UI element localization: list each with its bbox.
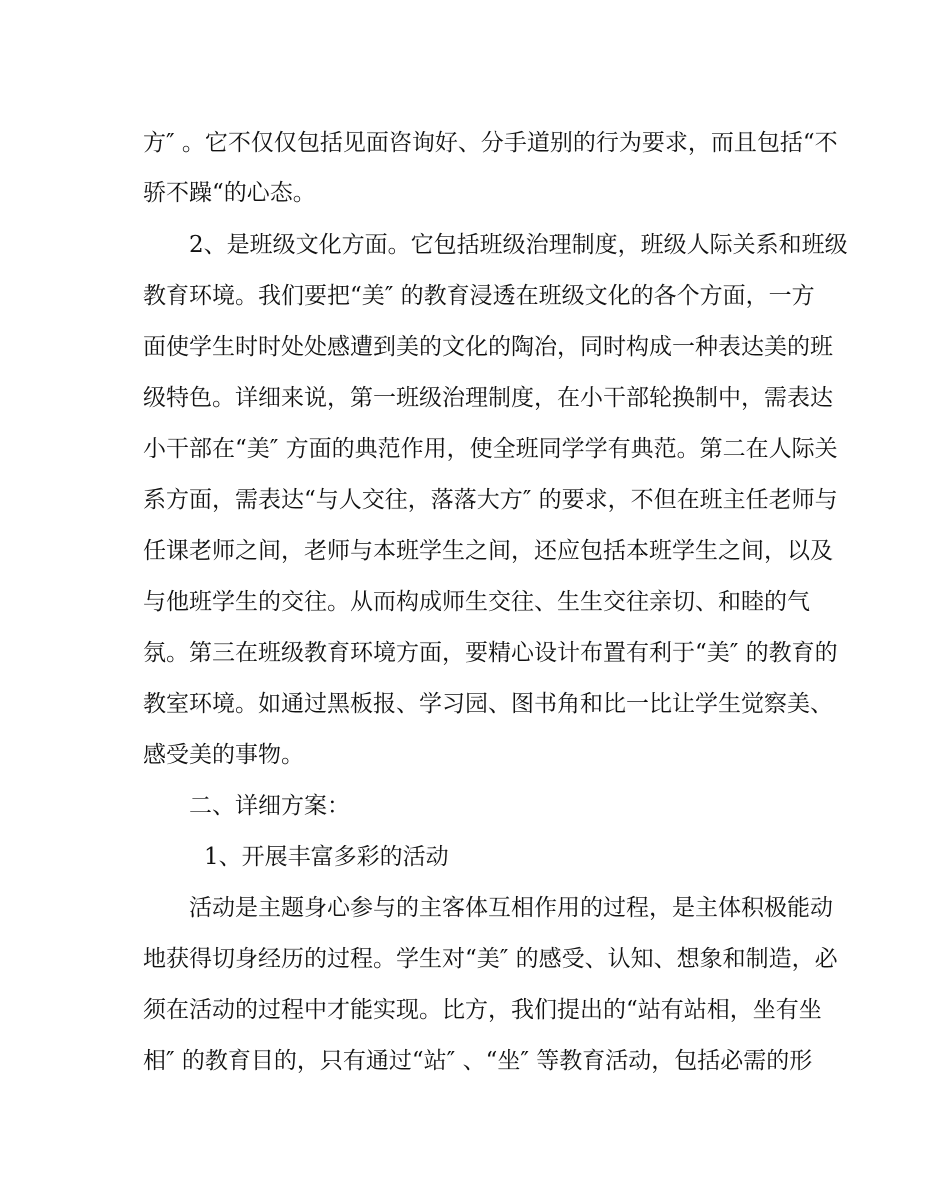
text-line: 任课老师之间，老师与本班学生之间，还应包括本班学生之间，以及: [143, 538, 833, 564]
text-line: 感受美的事物。: [143, 742, 304, 768]
text-line: 地获得切身经历的过程。学生对“美″ 的感受、认知、想象和制造，必: [143, 946, 838, 972]
text-line: 教育环境。我们要把“美″ 的教育浸透在班级文化的各个方面，一方: [143, 283, 815, 309]
text-line: 方″ 。它不仅仅包括见面咨询好、分手道别的行为要求，而且包括“不: [143, 130, 838, 156]
text-line: 系方面，需表达“与人交往，落落大方″ 的要求，不但在班主任老师与: [143, 487, 838, 513]
text-line: 须在活动的过程中才能实现。比方，我们提出的“站有站相，坐有坐: [143, 997, 822, 1023]
text-line: 级特色。详细来说，第一班级治理制度，在小干部轮换制中，需表达: [143, 385, 833, 411]
text-line: 教室环境。如通过黑板报、学习园、图书角和比一比让学生觉察美、: [143, 691, 833, 717]
text-line: 2、是班级文化方面。它包括班级治理制度，班级人际关系和班级: [189, 232, 848, 258]
text-line: 小干部在“美″ 方面的典范作用，使全班同学学有典范。第二在人际关: [143, 436, 838, 462]
section-heading: 二、详细方案：: [189, 793, 350, 819]
text-line: 与他班学生的交往。从而构成师生交往、生生交往亲切、和睦的气: [143, 589, 810, 615]
text-line: 骄不躁“的心态。: [143, 180, 316, 206]
text-line: 活动是主题身心参与的主客体互相作用的过程，是主体积极能动: [189, 895, 833, 921]
text-line: 相″ 的教育目的，只有通过“站″ 、“坐″ 等教育活动，包括必需的形: [143, 1048, 813, 1074]
subsection-heading: 1、开展丰富多彩的活动: [204, 844, 449, 870]
text-line: 氛。第三在班级教育环境方面，要精心设计布置有利于“美″ 的教育的: [143, 640, 838, 666]
text-line: 面使学生时时处处感遭到美的文化的陶冶，同时构成一种表达美的班: [143, 334, 833, 360]
